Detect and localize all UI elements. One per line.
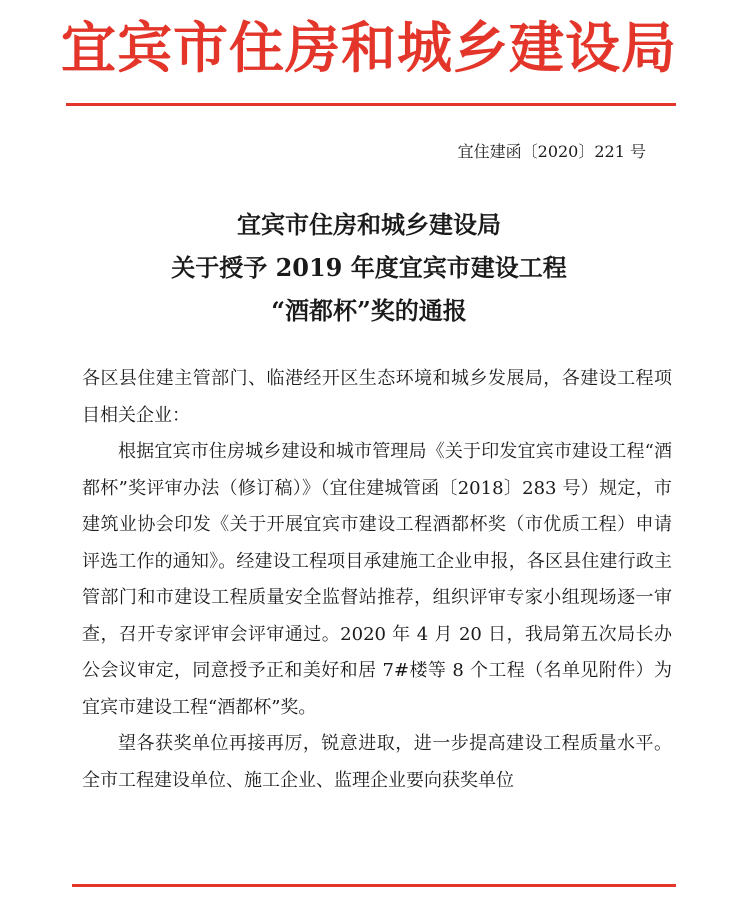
document-title [0,203,738,332]
letterhead-org-name: 宜宾市住房和城乡建设局 [60,16,677,80]
document-number: 宜住建函〔2020〕221 号 [457,142,646,161]
footer-red-rule [72,884,676,887]
salutation: 各区县住建主管部门、临港经开区生态环境和城乡发展局，各建设工程项目相关企业： [82,368,672,426]
title-line-3: “酒都杯”奖的通报 [271,296,467,325]
title-line-1: 宜宾市住房和城乡建设局 [237,210,501,239]
title-line-2: 关于授予 2019 年度宜宾市建设工程 [171,253,567,282]
body-paragraph-1: 根据宜宾市住房城乡建设和城市管理局《关于印发宜宾市建设工程“酒都杯”奖评审办法（修订稿）》（宜住建城管函〔2018〕283 号）规定，市建筑业协会印发《关于开展宜宾市建设工程酒都杯奖（市优质工程）申请评选工作的通知》。经建设工程项目承建施工企业申报，各区县住建行政主管部门和市建设工程质量安全监督站推荐，组织评审专家小组现场逐一审查，召开专家评审会评审通过。2020 年 4 月 20 日，我局第五次局长办公会议审定，同意授予正和美好和居 7#楼等 8 个工程（名单见附件）为宜宾市建设工程“酒都杯”奖。 [82,441,672,718]
body-paragraph-2: 望各获奖单位再接再厉，锐意进取，进一步提高建设工程质量水平。全市工程建设单位、施工企业、监理企业要向获奖单位 [82,733,672,791]
letterhead-red-rule [66,103,676,106]
document-body [82,361,672,799]
